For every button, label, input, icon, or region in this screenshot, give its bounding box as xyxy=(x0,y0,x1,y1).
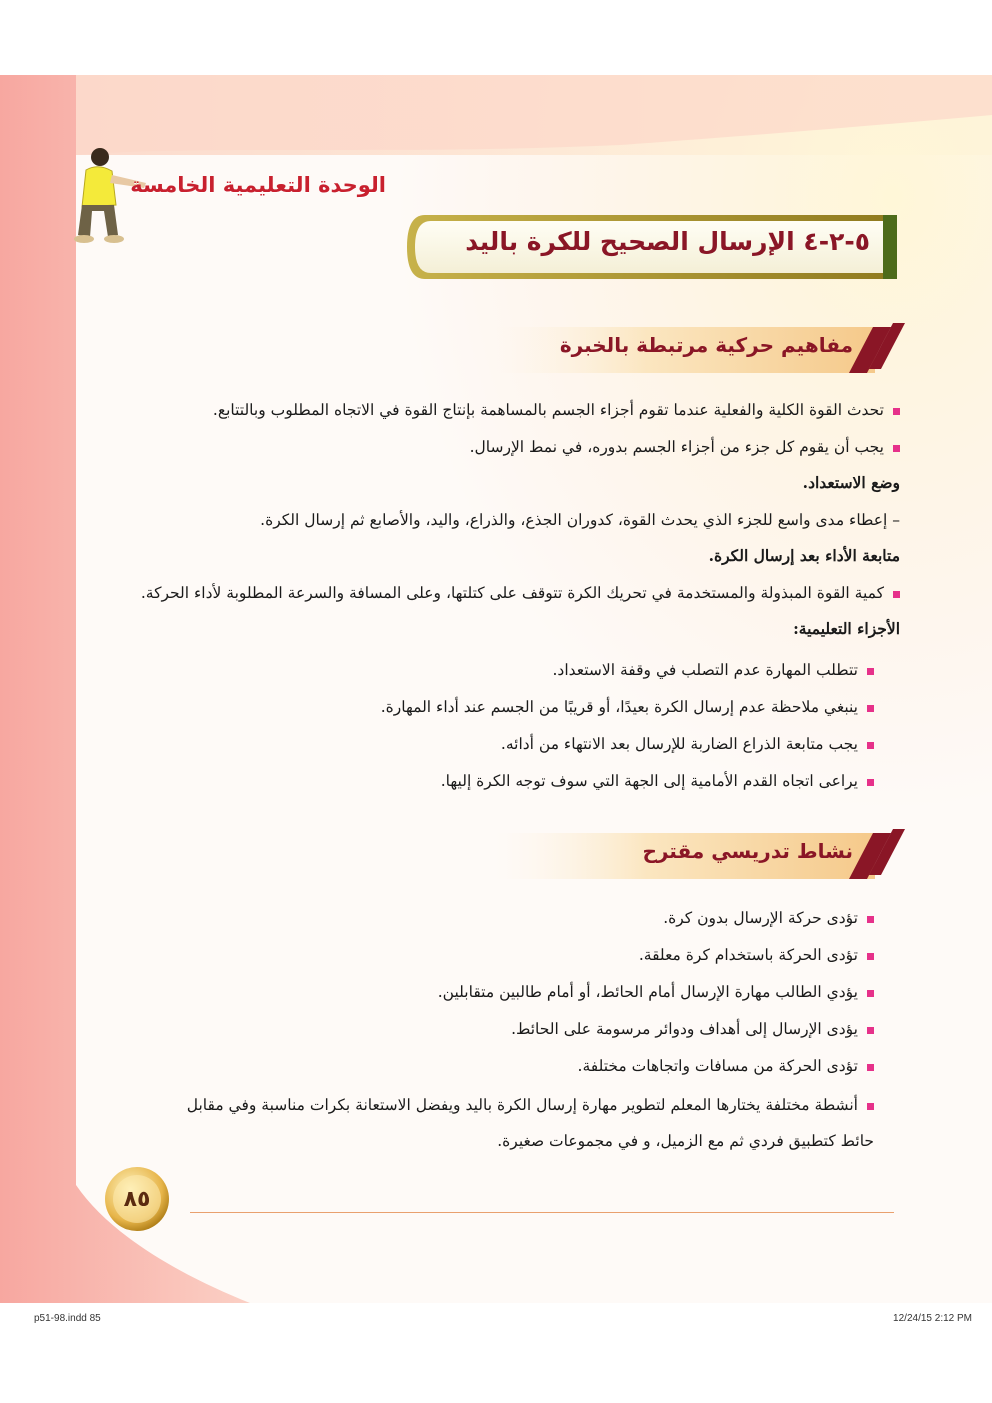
list-item-text: تؤدى الحركة من مسافات واتجاهات مختلفة. xyxy=(577,1057,858,1075)
page-number: ٨٥ xyxy=(123,1187,151,1212)
list-item-text: يجب متابعة الذراع الضاربة للإرسال بعد الانتهاء من أدائه. xyxy=(500,735,858,753)
banner-concepts xyxy=(495,321,905,377)
section-title: ٥-٢-٤ الإرسال الصحيح للكرة باليد xyxy=(465,227,870,256)
list-item xyxy=(441,768,874,794)
bullet-icon xyxy=(893,591,900,598)
readiness-text: – إعطاء مدى واسع للجزء الذي يحدث القوة، كدوران الجذع، والذراع، واليد، والأصابع ثم إرسال الكرة. xyxy=(260,511,900,529)
list-item-text: كمية القوة المبذولة والمستخدمة في تحريك الكرة تتوقف على كتلتها، وعلى المسافة والسرعة المطلوبة لأداء الحركة. xyxy=(140,584,884,602)
list-item xyxy=(578,1053,874,1079)
readiness-heading: وضع الاستعداد. xyxy=(802,473,900,492)
bullet-icon xyxy=(867,1064,874,1071)
list-item-text: أنشطة مختلفة يختارها المعلم لتطوير مهارة إرسال الكرة باليد ويفضل الاستعانة بكرات مناسبة وفي مقابل حائط كتطبيق فردي ثم مع الزميل، و في مجموعات صغيرة. xyxy=(186,1096,874,1150)
bullet-icon xyxy=(867,779,874,786)
bullet-icon xyxy=(867,742,874,749)
banner-concepts-title: مفاهيم حركية مرتبطة بالخبرة xyxy=(559,333,853,357)
bullet-icon xyxy=(867,668,874,675)
parts-list xyxy=(114,653,874,813)
list-item-text: تؤدى الحركة باستخدام كرة معلقة. xyxy=(638,946,858,964)
list-item-text: يجب أن يقوم كل جزء من أجزاء الجسم بدوره، في نمط الإرسال. xyxy=(469,438,884,456)
list-item xyxy=(501,731,874,757)
list-item-text: تتطلب المهارة عدم التصلب في وقفة الاستعداد. xyxy=(552,661,858,679)
list-item-text: يؤدى الإرسال إلى أهداف ودوائر مرسومة على الحائط. xyxy=(511,1020,858,1038)
list-item xyxy=(141,580,900,606)
list-item xyxy=(470,434,900,460)
list-item xyxy=(438,979,874,1005)
print-slug-date: 12/24/15 2:12 PM xyxy=(893,1313,972,1324)
banner-activity-title: نشاط تدريسي مقترح xyxy=(642,839,853,863)
bullet-icon xyxy=(867,953,874,960)
bullet-icon xyxy=(893,445,900,452)
print-slug-file: p51-98.indd 85 xyxy=(34,1313,101,1324)
page xyxy=(0,75,992,1303)
bullet-icon xyxy=(867,1103,874,1110)
list-item-text: يؤدي الطالب مهارة الإرسال أمام الحائط، أو أمام طالبين متقابلين. xyxy=(437,983,858,1001)
list-item-text: يراعى اتجاه القدم الأمامية إلى الجهة التي سوف توجه الكرة إليها. xyxy=(440,772,858,790)
bullet-icon xyxy=(893,408,900,415)
list-item xyxy=(639,942,874,968)
parts-heading: الأجزاء التعليمية: xyxy=(793,619,900,638)
list-item-text: تحدث القوة الكلية والفعلية عندما تقوم أجزاء الجسم بالمساهمة بإنتاج القوة في الاتجاه المطلوب وبالتتابع. xyxy=(212,401,884,419)
bullet-icon xyxy=(867,1027,874,1034)
list-item xyxy=(511,1016,874,1042)
list-item-text: تؤدى حركة الإرسال بدون كرة. xyxy=(663,909,858,927)
list-item xyxy=(381,694,874,720)
list-item-text: ينبغي ملاحظة عدم إرسال الكرة بعيدًا، أو قريبًا من الجسم عند أداء المهارة. xyxy=(380,698,858,716)
bullet-icon xyxy=(867,916,874,923)
list-item xyxy=(553,657,875,683)
list-item xyxy=(154,1087,874,1159)
followup-heading: متابعة الأداء بعد إرسال الكرة. xyxy=(708,546,900,565)
unit-title: الوحدة التعليمية الخامسة xyxy=(130,173,386,197)
banner-activity xyxy=(495,827,905,883)
activity-list xyxy=(114,901,874,1171)
bullet-icon xyxy=(867,990,874,997)
list-item xyxy=(213,397,900,423)
bullet-icon xyxy=(867,705,874,712)
list-item xyxy=(663,905,874,931)
footer-divider xyxy=(190,1212,894,1213)
